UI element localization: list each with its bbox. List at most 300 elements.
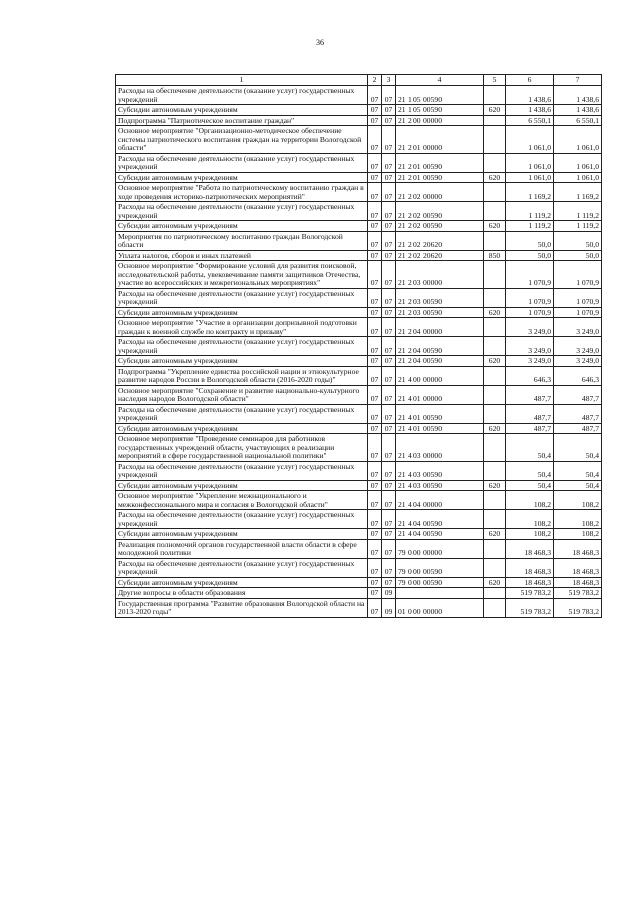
code-part: 00590 [423,94,442,104]
expense-type-code [484,231,506,250]
expense-type-code [484,510,506,529]
table-row [116,153,602,172]
amount-col-7: 3 249,0 [554,337,602,356]
target-article-code [396,558,484,577]
code-part: 2 [408,240,412,249]
target-article-code [396,288,484,307]
expense-type-code [484,126,506,154]
code-part: 79 [398,567,406,576]
code-part: 01 [398,607,406,616]
amount-col-6: 1 119,2 [506,221,554,232]
code-part: 02 [413,240,421,249]
subsection-code: 07 [382,115,396,126]
code-part: 4 [408,394,412,403]
code-part: 4 [408,529,412,538]
row-name: Субсидии автономным учреждениям [116,221,368,232]
expense-type-code [484,491,506,510]
subsection-code: 07 [382,337,396,356]
table-row [116,356,602,367]
code-part: 21 [398,413,406,422]
amount-col-7: 1 438,6 [554,105,602,116]
code-part: 00590 [423,529,442,538]
expense-type-code [484,558,506,577]
amount-col-6: 108,2 [506,510,554,529]
amount-col-7: 108,2 [554,510,602,529]
amount-col-7: 18 468,3 [554,558,602,577]
row-name: Основное мероприятие "Формирование условий для развития поисковой, исследовательской работы, увековечивание памяти защитников Отечества, участие во всероссийских и межрегиональных мероприятиях" [116,261,368,289]
table-row [116,461,602,480]
code-part: 00590 [423,480,442,490]
amount-col-6: 18 468,3 [506,558,554,577]
amount-col-7: 50,4 [554,461,602,480]
table-row [116,86,602,105]
table-row [116,366,602,385]
code-part: 0 [408,607,412,616]
amount-col-6: 1 061,0 [506,172,554,183]
amount-col-7: 487,7 [554,423,602,434]
code-part: 01 [413,162,421,171]
row-name: Основное мероприятие "Укрепление межнационального и межконфессионального мира и согласия в Вологодской области" [116,491,368,510]
expense-type-code [484,202,506,221]
target-article-code [396,404,484,423]
subsection-code: 09 [382,588,396,599]
expense-type-code [484,404,506,423]
code-part: 02 [413,210,421,220]
amount-col-6: 108,2 [506,491,554,510]
section-code: 07 [368,250,382,261]
header-cell: 3 [382,75,396,86]
table-row [116,172,602,183]
table-row [116,491,602,510]
target-article-code [396,337,484,356]
subsection-code: 07 [382,385,396,404]
code-part: 00000 [423,499,442,509]
table-row [116,183,602,202]
row-name: Расходы на обеспечение деятельности (оказание услуг) государственных учреждений [116,510,368,529]
target-article-code [396,423,484,434]
code-part: 21 [398,394,406,403]
code-part: 05 [413,94,421,104]
target-article-code [396,366,484,385]
target-article-code [396,598,484,617]
subsection-code: 07 [382,423,396,434]
amount-col-6: 1 061,0 [506,126,554,154]
section-code: 07 [368,366,382,385]
amount-col-6: 108,2 [506,529,554,540]
code-part: 21 [398,94,406,104]
section-code: 07 [368,318,382,337]
target-article-code [396,539,484,558]
section-code: 07 [368,558,382,577]
code-part: 21 [398,307,406,317]
code-part: 4 [408,499,412,509]
amount-col-6: 1 070,9 [506,307,554,318]
code-part: 00 [413,548,421,557]
table-row [116,598,602,617]
expense-type-code [484,318,506,337]
code-part: 2 [408,345,412,355]
target-article-code [396,588,484,599]
code-part: 00 [413,375,421,384]
amount-col-6: 1 061,0 [506,153,554,172]
code-part: 00590 [423,307,442,317]
code-part: 21 [398,115,406,125]
code-part: 00000 [423,143,442,152]
expense-type-code [484,366,506,385]
amount-col-6: 487,7 [506,404,554,423]
subsection-code: 07 [382,480,396,491]
code-part: 2 [408,221,412,230]
code-part: 00000 [423,548,442,557]
target-article-code [396,126,484,154]
code-part: 04 [413,499,421,509]
row-name: Расходы на обеспечение деятельности (оказание услуг) государственных учреждений [116,202,368,221]
expense-type-code: 620 [484,172,506,183]
amount-col-7: 1 061,0 [554,153,602,172]
table-row [116,480,602,491]
code-part: 0 [408,577,412,587]
amount-col-6: 1 119,2 [506,202,554,221]
amount-col-7: 50,0 [554,250,602,261]
row-name: Основное мероприятие "Работа по патриотическому воспитанию граждан в ходе проведения историко-патриотических мероприятий" [116,183,368,202]
section-code: 07 [368,529,382,540]
code-part: 1 [408,105,412,114]
subsection-code: 07 [382,250,396,261]
amount-col-7: 1 169,2 [554,183,602,202]
subsection-code: 07 [382,126,396,154]
code-part: 21 [398,375,406,384]
section-code: 07 [368,221,382,232]
target-article-code [396,577,484,588]
amount-col-6: 519 783,2 [506,588,554,599]
table-row [116,558,602,577]
subsection-code: 07 [382,529,396,540]
code-part: 79 [398,548,406,557]
code-part: 21 [398,470,406,479]
amount-col-6: 3 249,0 [506,337,554,356]
table-header-row [116,75,602,86]
target-article-code [396,261,484,289]
section-code: 07 [368,480,382,491]
amount-col-6: 50,4 [506,434,554,462]
code-part: 79 [398,577,406,587]
subsection-code: 07 [382,491,396,510]
row-name: Основное мероприятие "Организационно-методическое обеспечение системы патриотического воспитания граждан на территории Вологодской области" [116,126,368,154]
code-part: 00590 [423,105,442,114]
amount-col-6: 6 550,1 [506,115,554,126]
row-name: Субсидии автономным учреждениям [116,105,368,116]
code-part: 21 [398,423,406,433]
table-row [116,115,602,126]
expense-type-code: 620 [484,577,506,588]
code-part: 00590 [423,221,442,230]
target-article-code [396,434,484,462]
code-part: 03 [413,451,421,460]
subsection-code: 07 [382,461,396,480]
row-name: Субсидии автономным учреждениям [116,307,368,318]
subsection-code: 07 [382,86,396,105]
expense-type-code [484,261,506,289]
table-row [116,307,602,318]
table-row [116,529,602,540]
amount-col-6: 1 438,6 [506,105,554,116]
table-row [116,510,602,529]
amount-col-6: 1 438,6 [506,86,554,105]
code-part: 00 [413,607,421,616]
code-part: 00 [413,567,421,576]
expense-type-code: 620 [484,221,506,232]
amount-col-7: 1 061,0 [554,172,602,183]
amount-col-7: 3 249,0 [554,356,602,367]
header-cell: 1 [116,75,368,86]
table-row [116,105,602,116]
target-article-code [396,115,484,126]
target-article-code [396,529,484,540]
amount-col-7: 487,7 [554,385,602,404]
code-part: 4 [408,451,412,460]
amount-col-7: 1 070,9 [554,307,602,318]
section-code: 07 [368,115,382,126]
row-name: Расходы на обеспечение деятельности (оказание услуг) государственных учреждений [116,558,368,577]
section-code: 07 [368,183,382,202]
code-part: 00000 [423,115,442,125]
table-row [116,318,602,337]
amount-col-6: 1 169,2 [506,183,554,202]
code-part: 21 [398,221,406,230]
target-article-code [396,491,484,510]
target-article-code [396,105,484,116]
code-part: 4 [408,470,412,479]
table-row [116,385,602,404]
table-row [116,231,602,250]
target-article-code [396,183,484,202]
code-part: 21 [398,499,406,509]
row-name: Субсидии автономным учреждениям [116,172,368,183]
subsection-code: 07 [382,356,396,367]
code-part: 03 [413,278,421,287]
section-code: 07 [368,491,382,510]
expense-type-code: 620 [484,356,506,367]
code-part: 2 [408,278,412,287]
subsection-code: 07 [382,577,396,588]
table-row [116,126,602,154]
page-number: 36 [316,38,324,47]
amount-col-7: 519 783,2 [554,588,602,599]
code-part: 4 [408,413,412,422]
code-part: 21 [398,356,406,365]
subsection-code: 09 [382,598,396,617]
table-row [116,261,602,289]
subsection-code: 07 [382,183,396,202]
row-name: Другие вопросы в области образования [116,588,368,599]
code-part: 4 [408,375,412,384]
code-part: 03 [413,307,421,317]
expense-type-code [484,598,506,617]
code-part: 2 [408,115,412,125]
code-part: 00590 [423,210,442,220]
row-name: Реализация полномочий органов государственной власти области в сфере молодежной политики [116,539,368,558]
code-part: 00590 [423,423,442,433]
code-part: 01 [413,394,421,403]
amount-col-6: 646,3 [506,366,554,385]
subsection-code: 07 [382,366,396,385]
code-part: 00 [413,577,421,587]
code-part: 21 [398,345,406,355]
code-part: 0 [408,548,412,557]
row-name: Субсидии автономным учреждениям [116,356,368,367]
expense-type-code [484,337,506,356]
expense-type-code [484,588,506,599]
table-row [116,539,602,558]
code-part: 21 [398,529,406,538]
row-name: Подпрограмма "Укрепление единства российской нации и этнокультурное развитие народов России в Вологодской области (2016-2020 годы)" [116,366,368,385]
table-row [116,404,602,423]
code-part: 21 [398,297,406,306]
amount-col-7: 646,3 [554,366,602,385]
header-cell: 6 [506,75,554,86]
code-part: 04 [413,326,421,336]
row-name: Расходы на обеспечение деятельности (оказание услуг) государственных учреждений [116,461,368,480]
expense-type-code: 620 [484,423,506,434]
expense-type-code [484,434,506,462]
expense-type-code [484,115,506,126]
row-name: Субсидии автономным учреждениям [116,423,368,434]
section-code: 07 [368,261,382,289]
code-part: 01 [413,143,421,152]
target-article-code [396,461,484,480]
amount-col-7: 50,4 [554,480,602,491]
code-part: 00590 [423,470,442,479]
amount-col-7: 3 249,0 [554,318,602,337]
code-part: 21 [398,451,406,460]
code-part: 0 [408,567,412,576]
code-part: 00000 [423,326,442,336]
code-part: 01 [413,423,421,433]
code-part: 00590 [423,518,442,528]
code-part: 2 [408,297,412,306]
code-part: 05 [413,105,421,114]
section-code: 07 [368,105,382,116]
code-part: 00000 [423,191,442,201]
section-code: 07 [368,404,382,423]
code-part: 4 [408,423,412,433]
header-cell: 4 [396,75,484,86]
expense-type-code: 620 [484,105,506,116]
code-part: 02 [413,191,421,201]
row-name: Основное мероприятие "Проведение семинаров для работников государственных учреждений области, участвующих в реализации мероприятий в сфере государственной национальной политики" [116,434,368,462]
expense-type-code [484,385,506,404]
target-article-code [396,318,484,337]
amount-col-7: 487,7 [554,404,602,423]
table-row [116,588,602,599]
expense-type-code [484,183,506,202]
amount-col-7: 108,2 [554,491,602,510]
code-part: 00590 [423,413,442,422]
code-part: 2 [408,356,412,365]
target-article-code [396,510,484,529]
code-part: 00590 [423,162,442,171]
code-part: 00000 [423,394,442,403]
code-part: 01 [413,413,421,422]
code-part: 21 [398,250,406,260]
section-code: 07 [368,588,382,599]
code-part: 00000 [423,607,442,616]
expense-type-code: 850 [484,250,506,261]
code-part: 21 [398,278,406,287]
amount-col-7: 1 070,9 [554,261,602,289]
amount-col-7: 1 061,0 [554,126,602,154]
code-part: 20620 [423,250,442,260]
expense-type-code: 620 [484,529,506,540]
code-part: 00590 [423,567,442,576]
budget-table [115,74,602,618]
amount-col-6: 50,0 [506,250,554,261]
subsection-code: 07 [382,539,396,558]
expense-type-code [484,539,506,558]
table-row [116,221,602,232]
expense-type-code [484,461,506,480]
subsection-code: 07 [382,231,396,250]
section-code: 07 [368,337,382,356]
code-part: 2 [408,250,412,260]
expense-type-code: 620 [484,307,506,318]
target-article-code [396,356,484,367]
table-row [116,423,602,434]
code-part: 21 [398,105,406,114]
section-code: 07 [368,86,382,105]
amount-col-6: 50,4 [506,461,554,480]
code-part: 21 [398,162,406,171]
amount-col-6: 519 783,2 [506,598,554,617]
amount-col-7: 519 783,2 [554,598,602,617]
subsection-code: 07 [382,558,396,577]
row-name: Субсидии автономным учреждениям [116,529,368,540]
code-part: 21 [398,172,406,182]
subsection-code: 07 [382,172,396,183]
target-article-code [396,250,484,261]
amount-col-6: 50,0 [506,231,554,250]
section-code: 07 [368,510,382,529]
amount-col-7: 18 468,3 [554,539,602,558]
code-part: 00000 [423,278,442,287]
amount-col-7: 50,4 [554,434,602,462]
row-name: Расходы на обеспечение деятельности (оказание услуг) государственных учреждений [116,288,368,307]
code-part: 1 [408,94,412,104]
target-article-code [396,86,484,105]
row-name: Расходы на обеспечение деятельности (оказание услуг) государственных учреждений [116,337,368,356]
amount-col-7: 108,2 [554,529,602,540]
code-part: 2 [408,210,412,220]
code-part: 04 [413,356,421,365]
amount-col-6: 1 070,9 [506,288,554,307]
subsection-code: 07 [382,510,396,529]
code-part: 00590 [423,172,442,182]
code-part: 2 [408,191,412,201]
amount-col-6: 18 468,3 [506,577,554,588]
code-part: 00590 [423,345,442,355]
amount-col-6: 3 249,0 [506,356,554,367]
code-part: 2 [408,162,412,171]
section-code: 07 [368,423,382,434]
code-part: 21 [398,480,406,490]
row-name: Субсидии автономным учреждениям [116,480,368,491]
section-code: 07 [368,598,382,617]
code-part: 04 [413,518,421,528]
subsection-code: 07 [382,318,396,337]
section-code: 07 [368,202,382,221]
table-row [116,434,602,462]
amount-col-7: 18 468,3 [554,577,602,588]
